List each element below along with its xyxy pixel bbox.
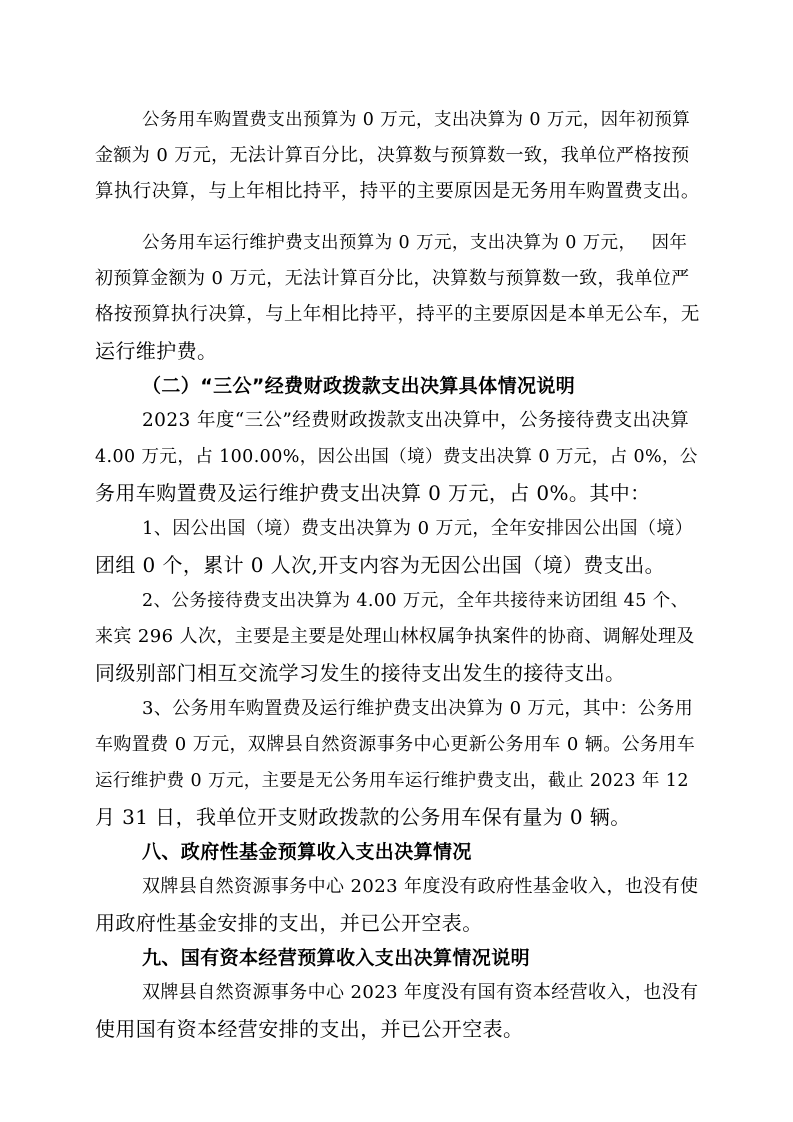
text-line: 双牌县自然资源事务中心 2023 年度没有政府性基金收入，也没有使	[142, 876, 699, 897]
text-line: 同级别部门相互交流学习发生的接待支出发生的接待支出。	[95, 661, 626, 685]
text-line: 算执行决算，与上年相比持平，持平的主要原因是无务用车购置费支出。	[95, 181, 700, 202]
text-line: 用政府性基金安排的支出，并已公开空表。	[95, 911, 483, 935]
text-line: 运行维护费 0 万元，主要是无公务用车运行维护费支出，截止 2023 年 12	[95, 771, 689, 791]
text-line: 2023 年度“三公”经费财政拨款支出决算中，公务接待费支出决算	[142, 410, 690, 431]
text-line: 公务用车购置费支出预算为 0 万元，支出决算为 0 万元，因年初预算	[142, 110, 691, 130]
text-line: 1、因公出国（境）费支出决算为 0 万元，全年安排因公出国（境）	[142, 518, 694, 539]
section-heading: 八、政府性基金预算收入支出决算情况	[142, 841, 472, 863]
text-line: 车购置费 0 万元，双牌县自然资源事务中心更新公务用车 0 辆。公务用车	[95, 734, 696, 755]
text-line: 务用车购置费及运行维护费支出决算 0 万元，占 0%。其中：	[95, 481, 651, 505]
text-line: 格按预算执行决算，与上年相比持平，持平的主要原因是本单无公车，无	[95, 304, 700, 325]
text-line: 双牌县自然资源事务中心 2023 年度没有国有资本经营收入，也没有	[142, 982, 699, 1003]
text-line: 使用国有资本经营安排的支出，并已公开空表。	[95, 1017, 524, 1041]
text-line: 4.00 万元，占 100.00%，因公出国（境）费支出决算 0 万元，占 0%，公	[95, 447, 698, 467]
text-line: 初预算金额为 0 万元，无法计算百分比，决算数与预算数一致，我单位严	[95, 268, 690, 289]
text-line: 运行维护费。	[95, 339, 218, 363]
text-line: 2、公务接待费支出决算为 4.00 万元，全年共接待来访团组 45 个、	[142, 591, 689, 611]
section-heading: （二）“三公”经费财政拨款支出决算具体情况说明	[142, 375, 576, 397]
text-line: 金额为 0 万元，无法计算百分比，决算数与预算数一致，我单位严格按预	[95, 145, 690, 166]
text-line: 公务用车运行维护费支出预算为 0 万元，支出决算为 0 万元， 因年	[142, 233, 688, 253]
text-line: 3、公务用车购置费及运行维护费支出决算为 0 万元，其中：公务用	[142, 698, 694, 719]
text-line: 月 31 日，我单位开支财政拨款的公务用车保有量为 0 辆。	[95, 805, 631, 829]
text-line: 来宾 296 人次，主要是主要是处理山林权属争执案件的协商、调解处理及	[95, 626, 695, 647]
text-line: 团组 0 个，累计 0 人次,开支内容为无因公出国（境）费支出。	[95, 553, 666, 577]
section-heading: 九、国有资本经营预算收入支出决算情况说明	[142, 947, 531, 969]
